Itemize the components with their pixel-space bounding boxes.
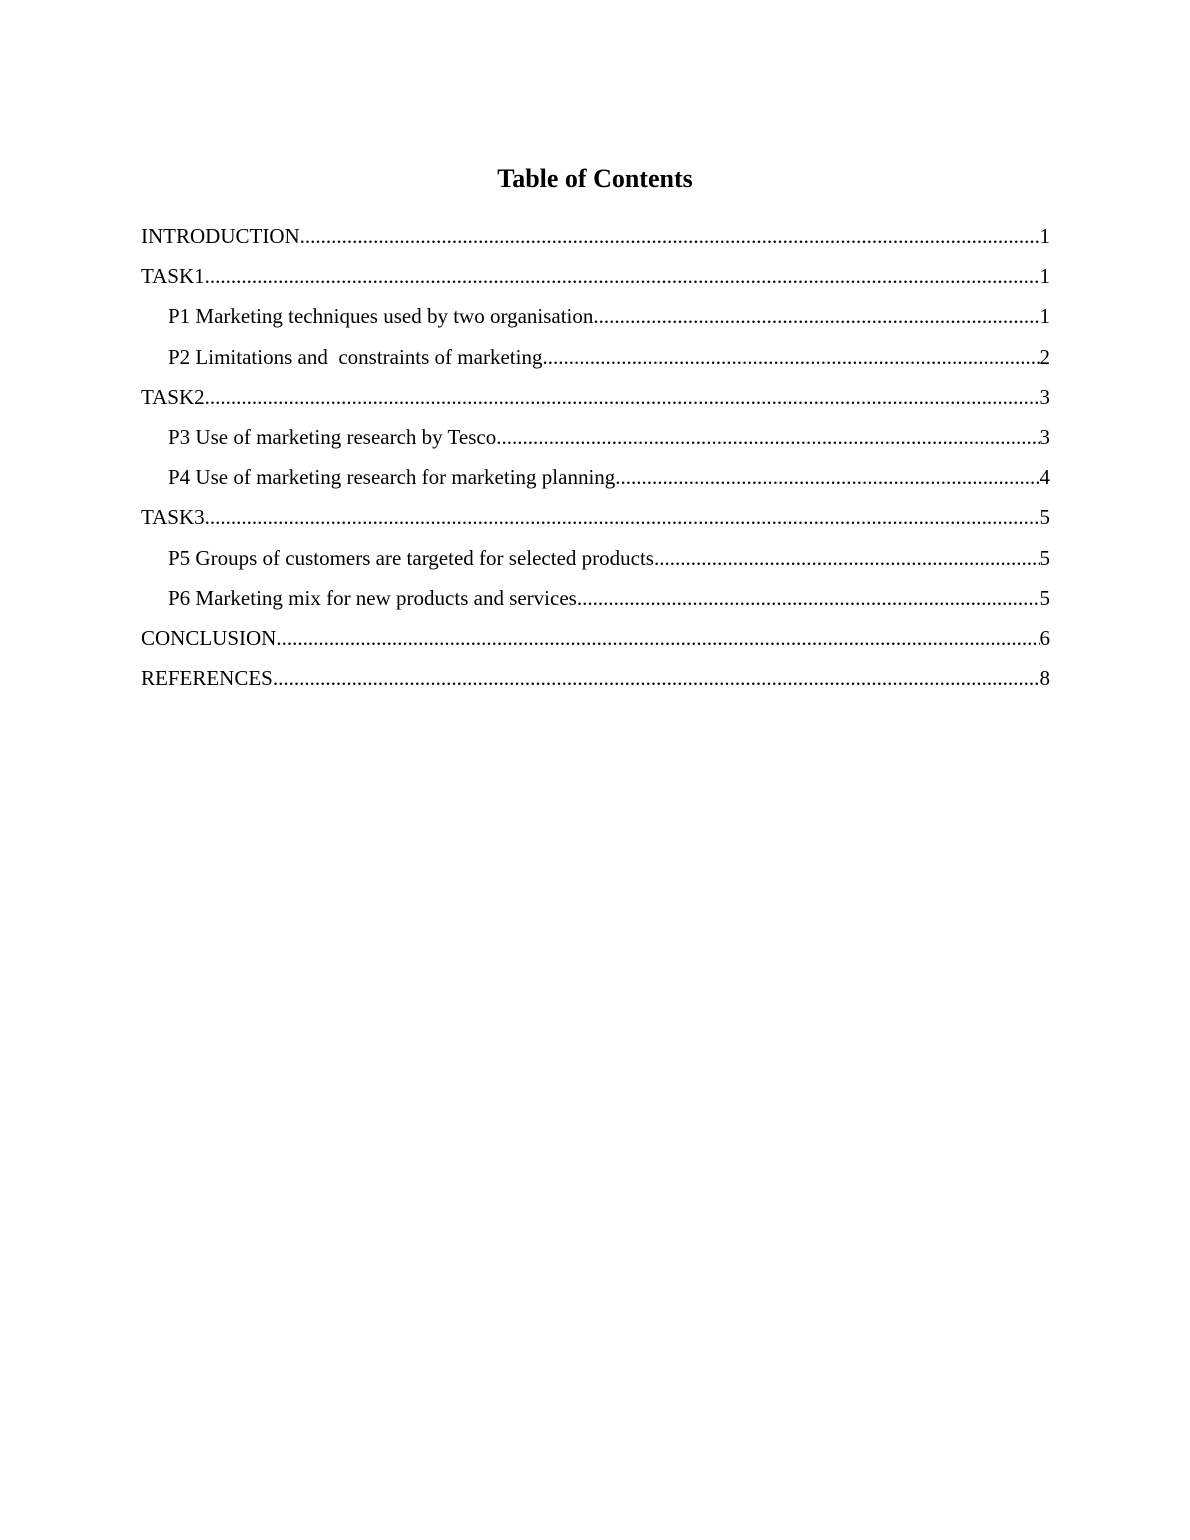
- toc-dot-leader: [542, 342, 1039, 372]
- toc-dot-leader: [577, 583, 1040, 613]
- toc-dot-leader: [654, 543, 1040, 573]
- toc-entry-p2[interactable]: [141, 342, 1050, 382]
- toc-entry-page: 8: [1039, 666, 1050, 691]
- toc-dot-leader: [205, 261, 1040, 291]
- toc-dot-leader: [593, 301, 1039, 331]
- toc-entry-page: 5: [1039, 545, 1050, 570]
- toc-dot-leader: [205, 502, 1040, 532]
- toc-entry-page: 3: [1039, 424, 1050, 449]
- toc-list: [141, 221, 1050, 703]
- toc-entry-label: P1 Marketing techniques used by two organisation: [168, 304, 594, 329]
- toc-entry-p5[interactable]: [141, 543, 1050, 583]
- toc-entry-task1[interactable]: [141, 261, 1050, 301]
- toc-entry-label: REFERENCES: [141, 666, 273, 691]
- toc-entry-p6[interactable]: [141, 583, 1050, 623]
- toc-entry-page: 5: [1039, 505, 1050, 530]
- toc-entry-page: 5: [1039, 585, 1050, 610]
- toc-entry-label: P4 Use of marketing research for marketing planning: [168, 465, 616, 490]
- toc-entry-label: TASK2: [141, 384, 205, 409]
- toc-entry-p3[interactable]: [141, 422, 1050, 462]
- toc-dot-leader: [496, 422, 1039, 452]
- toc-entry-page: 2: [1039, 344, 1050, 369]
- toc-entry-task3[interactable]: [141, 502, 1050, 542]
- toc-entry-page: 1: [1039, 224, 1050, 248]
- toc-entry-label: P2 Limitations and constraints of marketing: [168, 344, 543, 369]
- toc-entry-conclusion[interactable]: [141, 623, 1050, 663]
- toc-entry-task2[interactable]: [141, 382, 1050, 422]
- toc-entry-page: 1: [1039, 264, 1050, 289]
- toc-entry-label: P5 Groups of customers are targeted for selected products: [168, 545, 654, 570]
- toc-entry-page: 4: [1039, 465, 1050, 490]
- toc-entry-label: P6 Marketing mix for new products and services: [168, 585, 577, 610]
- toc-dot-leader: [276, 623, 1039, 653]
- toc-entry-label: TASK3: [141, 505, 205, 530]
- toc-entry-references[interactable]: [141, 663, 1050, 703]
- toc-dot-leader: [300, 221, 1040, 251]
- toc-dot-leader: [273, 663, 1040, 693]
- toc-entry-p1[interactable]: [141, 301, 1050, 341]
- toc-entry-p4[interactable]: [141, 462, 1050, 502]
- toc-entry-label: CONCLUSION: [141, 625, 277, 650]
- toc-entry-label: INTRODUCTION: [141, 224, 300, 248]
- toc-entry-page: 6: [1039, 625, 1050, 650]
- toc-dot-leader: [205, 382, 1040, 412]
- toc-entry-introduction[interactable]: [141, 221, 1050, 261]
- toc-entry-page: 3: [1039, 384, 1050, 409]
- toc-entry-label: P3 Use of marketing research by Tesco: [168, 424, 497, 449]
- toc-dot-leader: [615, 462, 1039, 492]
- toc-entry-label: TASK1: [141, 264, 205, 289]
- toc-title: Table of Contents: [497, 164, 693, 193]
- toc-entry-page: 1: [1039, 304, 1050, 329]
